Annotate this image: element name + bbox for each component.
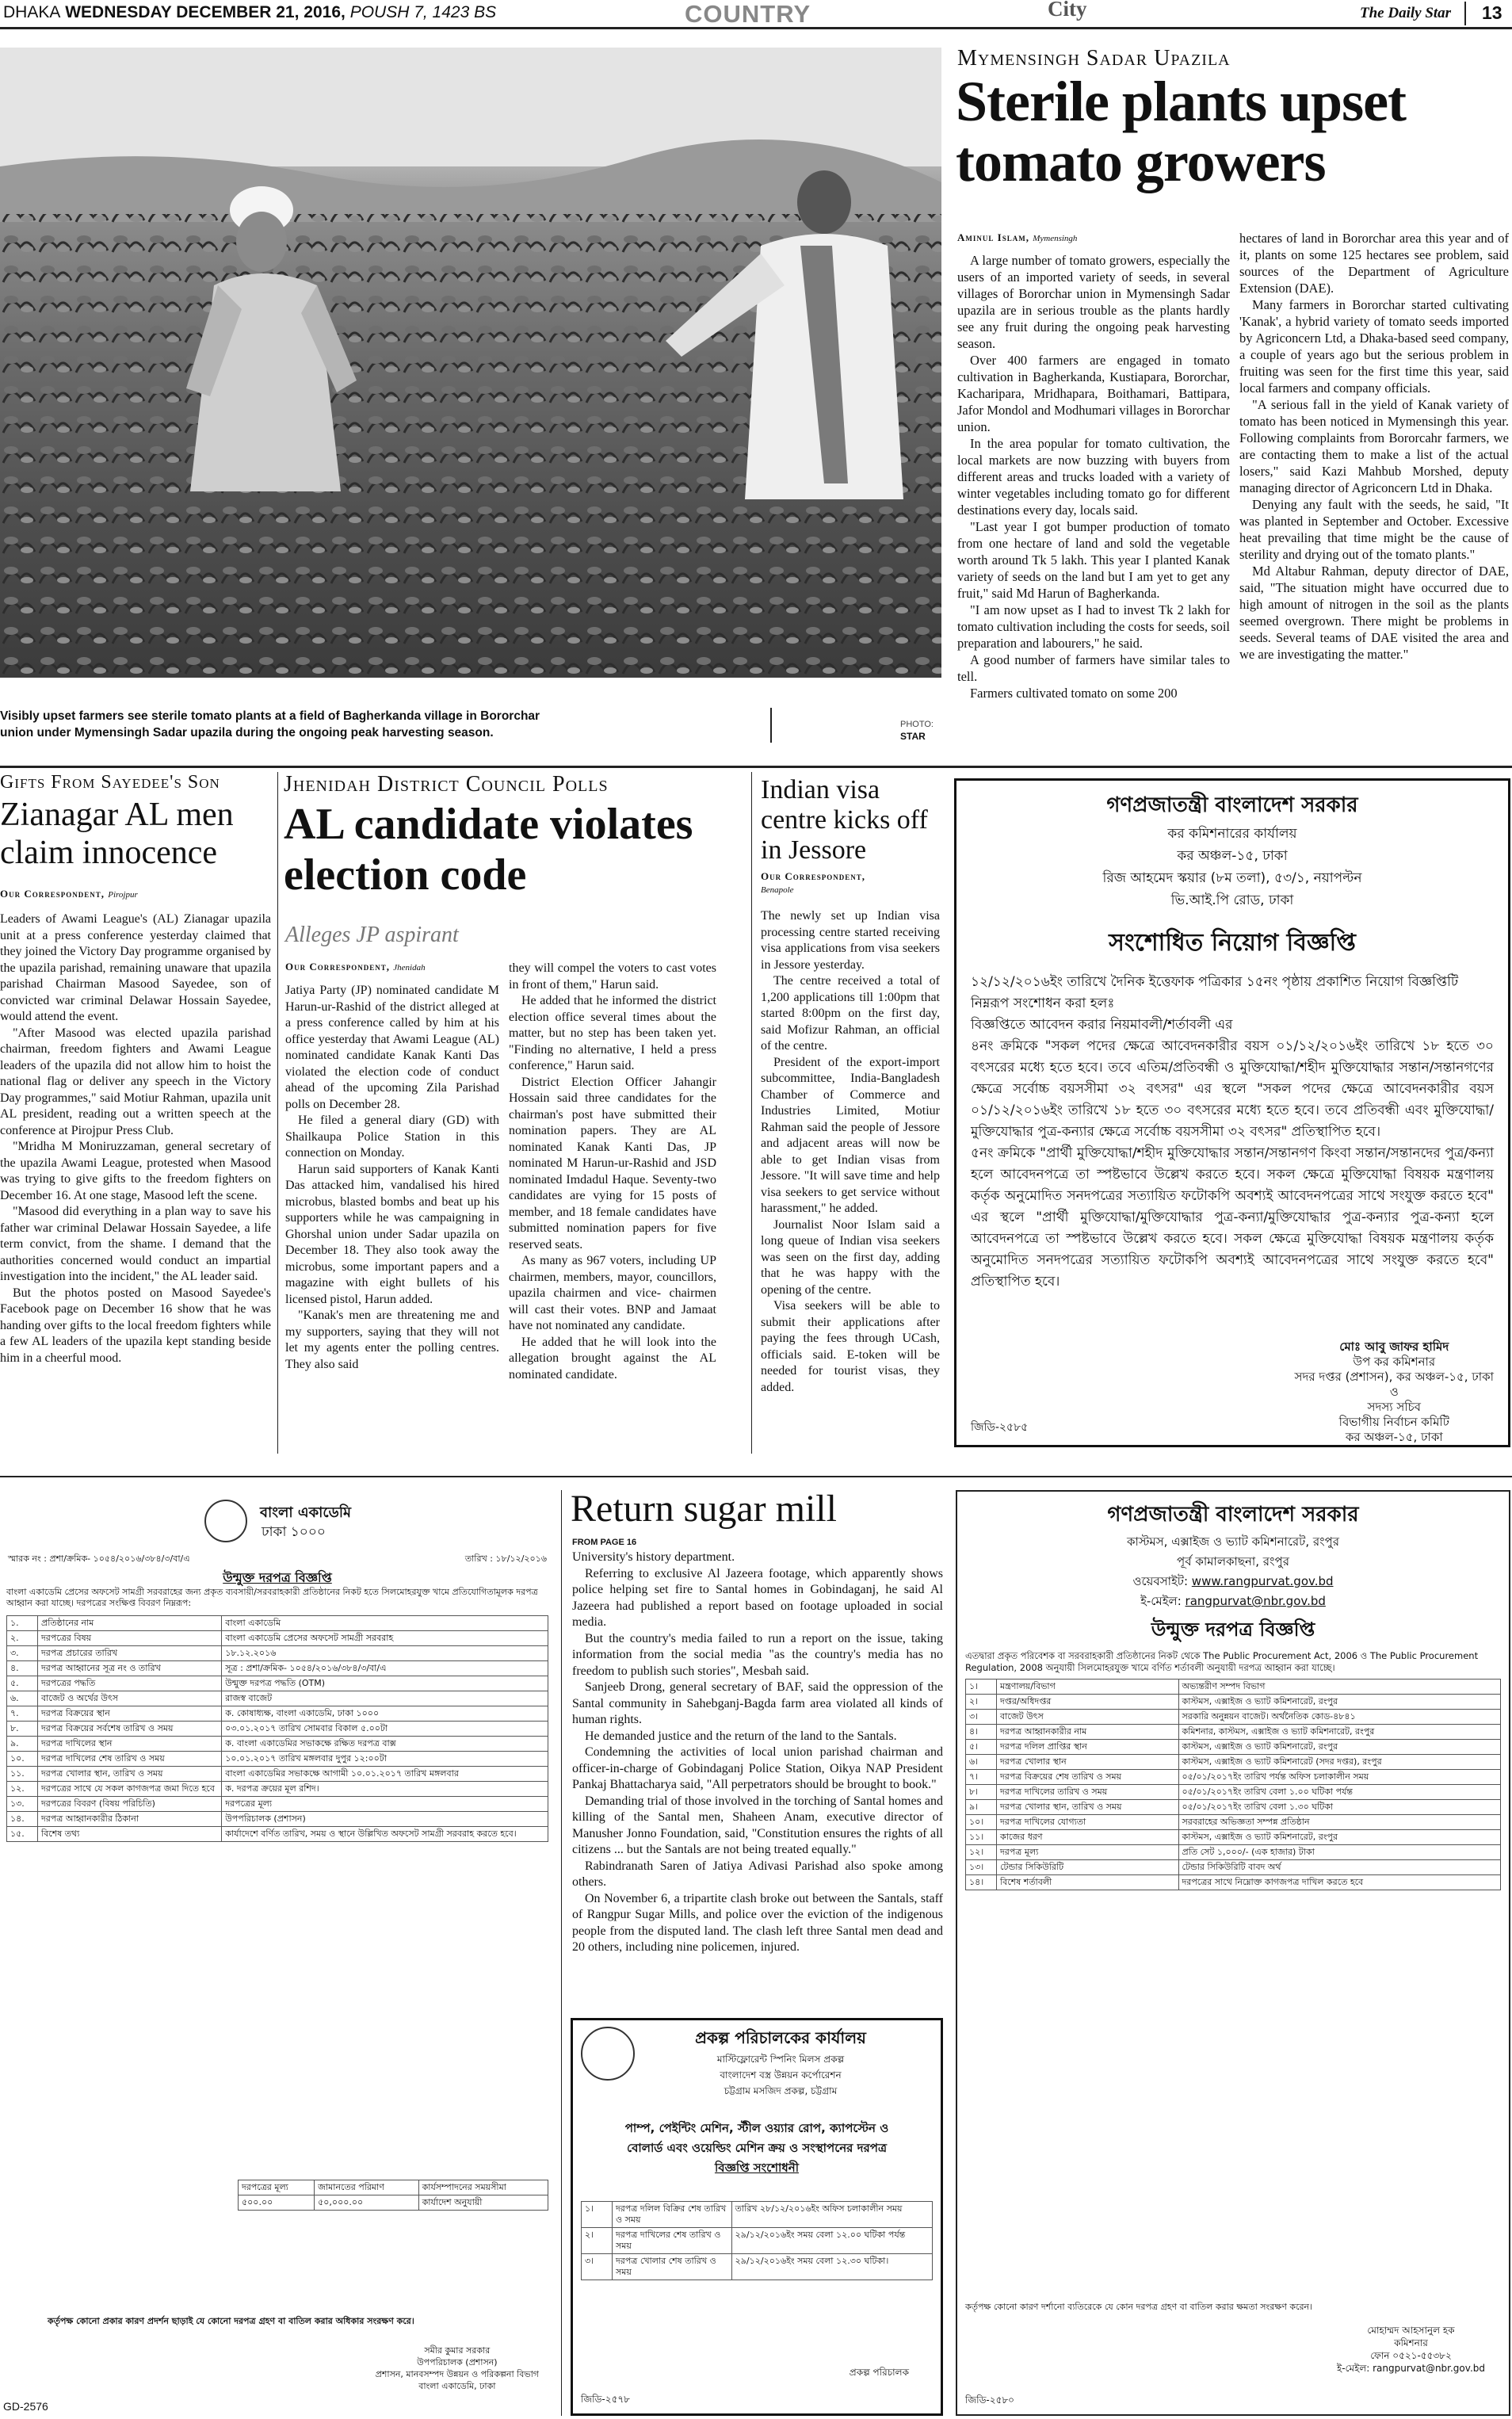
customs-table-cell: বাজেট উৎস	[997, 1710, 1179, 1725]
lead-c1-p2: Over 400 farmers are engaged in tomato cultivation in Bagherkanda, Kustiapara, Bororchar, Kacharipara, Mridhapara, Boithamari, Battipara, Jafor Mondol and Modhumari villages in Bororchar union.	[957, 353, 1230, 434]
lead-col1	[957, 252, 1230, 701]
page-number: 13	[1482, 2, 1502, 23]
academy-table-cell: দরপত্র বিক্রয়ের সর্বশেষ তারিখ ও সময়	[38, 1722, 222, 1737]
academy-table-cell: ১৪.	[7, 1812, 38, 1827]
zianagar-p1: Leaders of Awami League's (AL) Zianagar upazila unit at a press conference yesterday claimed that they joined the Victory Day programme organised by the upazila parishad, remaining unaware that upazila parishad Chairman Masood Sayedee, son of convicted war criminal Delawar Hossain Sayedee, would attend the event.	[0, 912, 271, 1023]
visa-p3: President of the export-import subcommittee, India-Bangladesh Chamber of Commerce and Industries Limited, Motiur Rahman said the people of Jessore and adjacent areas will now be able to get Indian visas from Jessore. "It will save time and help visa seekers to get service without harassment," he added.	[761, 1055, 940, 1215]
project-table-cell: ২৯/১২/২০১৬ইং সময় বেলা ১২.৩০ ঘটিকা।	[731, 2254, 932, 2280]
academy-table-cell: দরপত্র আহ্বানকারীর ঠিকানা	[38, 1812, 222, 1827]
academy-table-cell: ১৫.	[7, 1827, 38, 1842]
customs-line-0: কাস্টমস, এক্সাইজ ও ভ্যাট কমিশনারেট, রংপুর	[1126, 1534, 1340, 1549]
price-v-2: কার্যাদেশ অনুযায়ী	[418, 2195, 548, 2211]
academy-table-cell: ৬.	[7, 1691, 38, 1706]
customs-table-cell: ১০।	[966, 1815, 997, 1830]
academy-table-cell: দরপত্রের পদ্ধতি	[38, 1676, 222, 1691]
ad1-body-1: বিজ্ঞপ্তিতে আবেদন করার নিয়মাবলী/শর্তাবলী এর	[971, 1017, 1233, 1033]
project-table-cell: দরপত্র দাখিলের শেষ তারিখ ও সময়	[613, 2228, 732, 2254]
project-heading-1: পাম্প, পেইন্টিং মেশিন, স্টীল ওয়্যার রোপ, ক্যাপস্টেন ও	[624, 2121, 889, 2135]
customs-table-cell: বিশেষ শর্তাবলী	[997, 1875, 1179, 1890]
header-divider	[1464, 2, 1466, 25]
academy-table-cell: দরপত্র দাখিলের স্থান	[38, 1737, 222, 1752]
ad1-body-0: ১২/১২/২০১৬ইং তারিখে দৈনিক ইত্তেফাক পত্রিকার ১৫নং পৃষ্ঠায় প্রকাশিত নিয়োগ বিজ্ঞপ্তিটি নিম্নরূপ সংশোধন করা হলঃ	[971, 974, 1459, 1011]
customs-table-cell: মন্ত্রণালয়/বিভাগ	[997, 1680, 1179, 1695]
customs-table-row	[966, 1755, 1501, 1770]
jhenidah-c1-p1: Jatiya Party (JP) nominated candidate M Harun-ur-Rashid of the district alleged at a press conference called by him at his office yesterday that Awami League (AL) nominated candidate Kanak Kanti Das violated the election code of conduct ahead of the upcoming Zila Parishad polls on December 28.	[285, 984, 499, 1111]
customs-heading: উন্মুক্ত দরপত্র বিজ্ঞপ্তি	[1151, 1618, 1315, 1641]
customs-mail	[965, 1592, 1501, 1612]
photo-credit: STAR	[900, 731, 926, 742]
project-title: প্রকল্প পরিচালকের কার্যালয়	[695, 2028, 866, 2047]
project-table-cell: তারিখ ২৮/১২/২০১৬ইং অফিস চলাকালীন সময়	[731, 2202, 932, 2228]
lead-headline-line2: tomato growers	[956, 130, 1326, 193]
ad1-sig-name: মোঃ আবু জাফর হামিদ	[1339, 1339, 1449, 1354]
academy-code: GD-2576	[3, 2400, 48, 2413]
project-seal-icon	[581, 2027, 635, 2081]
page-header	[0, 0, 1512, 29]
jhenidah-c1-p3: Harun said supporters of Kanak Kanti Das attacked him, vandalised his hired microbus, blasted bombs and beat up his supporters while he was campaigning in Ghorshal union under Sadar upazila on December 18. They also took away the microbus, some important papers and a magazine with eight bullets of his licensed pistol, Harun added.	[285, 1162, 499, 1306]
jhenidah-c2-p5: He added that he will look into the allegation brought against the AL nominated candidate.	[509, 1335, 716, 1381]
academy-table-row	[7, 1752, 548, 1767]
lead-byline	[957, 231, 1077, 244]
academy-table-cell: ১০.	[7, 1752, 38, 1767]
customs-table-cell: ৭।	[966, 1770, 997, 1785]
sugar-p7: Demanding trial of those involved in the torching of Santal homes and killing of the Santal men, Shaheen Anam, executive director of Manusher Jonno Foundation, said, "Constitution ensures the rights of all citizens ... but the Santals are not being treated equally."	[572, 1794, 943, 1856]
sugar-p5: He demanded justice and the return of the land to the Santals.	[585, 1729, 897, 1743]
jhenidah-headline: AL candidate violates election code	[284, 800, 693, 900]
lead-c1-p7: Farmers cultivated tomato on some 200	[970, 686, 1178, 701]
customs-table-row	[966, 1695, 1501, 1710]
customs-web	[965, 1573, 1501, 1592]
academy-table-cell: দরপত্র দাখিলের শেষ তারিখ ও সময়	[38, 1752, 222, 1767]
project-table-row	[582, 2228, 933, 2254]
visa-byline	[761, 870, 943, 896]
lead-headline	[956, 71, 1406, 192]
zianagar-p3: "Mridha M Moniruzzaman, general secretary of the upazila Awami League, protested when Masood was trying to give gifts to the freedom fighters on December 16. At one stage, Masood left the scene.	[0, 1140, 271, 1202]
customs-table-row	[966, 1845, 1501, 1860]
price-h-2: কার্যসম্পাদনের সময়সীমা	[418, 2180, 548, 2195]
academy-table-cell: বিশেষ তথ্য	[38, 1827, 222, 1842]
jhenidah-c2-p1: they will compel the voters to cast votes in front of them," Harun said.	[509, 961, 716, 992]
sugar-p4: Sanjeeb Drong, general secretary of BAF, said the oppression of the Santal community in Sahebganj-Bagda farm area violated all kinds of human rights.	[572, 1680, 943, 1726]
academy-table-cell: দরপত্র আহ্বানের সূত্র নং ও তারিখ	[38, 1661, 222, 1676]
academy-table-cell: ৩.	[7, 1646, 38, 1661]
academy-table-row	[7, 1722, 548, 1737]
academy-table-cell: ৭.	[7, 1706, 38, 1722]
customs-table-cell: দরপত্র বিক্রয়ের শেষ তারিখ ও সময়	[997, 1770, 1179, 1785]
jhenidah-c1-p4: "Kanak's men are threatening me and my supporters, saying that they will not let my agents enter the polling centres. They also said	[285, 1309, 499, 1371]
customs-table-cell: ৮।	[966, 1785, 997, 1800]
ad1-body-2: ৪নং ক্রমিকে "সকল পদের ক্ষেত্রে আবেদনকারীর বয়স ০১/১২/২০১৬ইং তারিখে ১৮ হতে ৩০ বৎসরের মধ্যে হতে হবে। তবে এতিম/প্রতিবন্ধী ও মুক্তিযোদ্ধা/শহীদ মুক্তিযোদ্ধার সন্তান/সন্তানগণের ক্ষেত্রে সর্বোচ্চ বয়সসীমা ৩২ বৎসর" এর স্থলে "সকল পদের ক্ষেত্রে আবেদনকারীর বয়স ০১/১২/২০১৬ইং তারিখে ১৮ হতে ৩০ বৎসরের মধ্যে হতে হবে। তবে প্রতিবন্ধী এবং মুক্তিযোদ্ধা/মুক্তিযোদ্ধার পুত্র-কন্যার ক্ষেত্রে সর্বোচ্চ বয়সসীমা ৩২ বৎসর" প্রতিস্থাপিত হবে।	[971, 1038, 1494, 1140]
sugar-p1: University's history department.	[572, 1550, 735, 1564]
project-heading-2: বোলার্ড এবং ওয়েল্ডিং মেশিন ক্রয় ও সংস্থাপনের দরপত্র	[626, 2141, 887, 2155]
jhenidah-c2-p4: As many as 967 voters, including UP chairmen, members, mayor, councillors, upazila chairmen and vice- chairmen will cast their votes. BNP and Jamaat have not nominated any candidate.	[509, 1254, 716, 1332]
project-table-row	[582, 2202, 933, 2228]
academy-sig-name: সমীর কুমার সরকার	[424, 2345, 491, 2356]
zianagar-p2: "After Masood was elected upazila parishad chairman, freedom fighters and Awami League leaders of the upazila did not allow him to hoist the national flag or deliver any speech in the Victory Day programmes," said Motiur Rahman, upazila unit AL president, reading out a written speech at the conference at Pirojpur Press Club.	[0, 1026, 271, 1137]
visa-headline: Indian visa centre kicks off in Jessore	[761, 775, 928, 865]
academy-table-cell: ৯.	[7, 1737, 38, 1752]
lead-c1-p5: "I am now upset as I had to invest Tk 2 lakh for tomato cultivation including the costs for seeds, soil preparation and labourers," he said.	[957, 602, 1230, 651]
visa-p4: Journalist Noor Islam said a long queue of Indian visa seekers was seen on the first day, adding that he was happy with the opening of the centre.	[761, 1217, 940, 1297]
ad1-sig-0: উপ কর কমিশনার	[1353, 1355, 1436, 1369]
customs-table-row	[966, 1740, 1501, 1755]
lead-byline-name: Aminul Islam,	[957, 231, 1029, 243]
zianagar-body	[0, 911, 271, 1366]
sugar-p9: On November 6, a tripartite clash broke out between the Santals, staff of Rangpur Sugar Mills, and police over the eviction of the indigenous people from the disputed land. The clash left three Santal men dead and 20 others, including nine policemen, injured.	[572, 1891, 943, 1954]
zianagar-byline-place: Pirojpur	[108, 890, 138, 900]
project-table-cell: দরপত্র দলিল বিক্রির শেষ তারিখ ও সময়	[613, 2202, 732, 2228]
customs-table-cell: দরপত্র মূল্য	[997, 1845, 1179, 1860]
academy-table-cell: উপপরিচালক (প্রশাসন)	[222, 1812, 548, 1827]
academy-signature	[376, 2344, 539, 2392]
academy-sig-0: উপপরিচালক (প্রশাসন)	[417, 2357, 498, 2367]
lead-c2-p2: Many farmers in Bororchar started cultivating 'Kanak', a hybrid variety of tomato seeds imported by Agriconcern Ltd, a Dhaka-based seed company, a couple of years ago but the serious problem in fruiting was seen for the first time this year, said local farmers and company officials.	[1239, 297, 1509, 396]
project-line-0: মাস্টিফ্লোরেন্ট স্পিনিং মিলস প্রকল্প	[716, 2054, 845, 2065]
col-divider-j	[751, 772, 752, 1454]
customs-table-cell: সরকারি অনুন্নয়ন বাজেট। অর্থনৈতিক কোড-৪৮৪১	[1178, 1710, 1501, 1725]
academy-intro: বাংলা একাডেমি প্রেসের অফসেট সামগ্রী সরবরাহের জন্য প্রকৃত ব্যবসায়ী/সরবরাহকারী প্রতিষ্ঠানের নিকট হতে সিলমোহরযুক্ত খামে প্রতিযোগিতামূলক দরপত্র আহ্বান করা যাচ্ছে। দরপত্রের সংক্ষিপ্ত বিবরণ নিম্নরূপ:	[6, 1587, 538, 1608]
sugar-from-page: FROM PAGE 16	[572, 1538, 637, 1547]
lead-c1-p1: A large number of tomato growers, especially the users of an imported variety of seeds, in several villages of Bororchar union in Mymensingh Sadar upazila are in serious trouble as the plants hardly see any fruit during the ongoing peak harvesting season.	[957, 253, 1230, 351]
customs-footer-note: কর্তৃপক্ষ কোনো কারণ দর্শানো ব্যতিরেকে যে কোন দরপত্র গ্রহণ বা বাতিল করার ক্ষমতা সংরক্ষণ করেন।	[965, 2302, 1313, 2312]
ad-tax-correction	[954, 778, 1510, 1447]
project-table-cell: ২।	[582, 2228, 613, 2254]
ad1-sig-2: ও	[1389, 1385, 1399, 1399]
academy-table-cell: ১১.	[7, 1767, 38, 1782]
customs-table-cell: দরপত্র দলিল প্রাপ্তির স্থান	[997, 1740, 1179, 1755]
academy-sig-1: প্রশাসন, মানবসম্পদ উন্নয়ন ও পরিকল্পনা বিভাগ	[375, 2369, 539, 2379]
ad-project-director	[571, 2018, 943, 2416]
customs-table-cell: ২।	[966, 1695, 997, 1710]
customs-table-row	[966, 1860, 1501, 1875]
jhenidah-c2-p2: He added that he informed the district election office several times about the matter, but no step has been taken yet. "Finding no alternative, I held a press conference," Harun said.	[509, 994, 716, 1072]
customs-table-cell: কাস্টমস, এক্সাইজ ও ভ্যাট কমিশনারেট, রংপুর	[1178, 1695, 1501, 1710]
jhenidah-c2-p3: District Election Officer Jahangir Hossain said three candidates for the chairman's post have submitted their nomination papers. They are AL nominated Kanak Kanti Das, JP nominated M Harun-ur-Rashid and JSD nominated Imdadul Haque. Seventy-two candidates are vying for 15 posts of member, and 18 female candidates have submitted nomination papers for five reserved seats.	[509, 1075, 716, 1252]
customs-table-cell: দরপত্র আহ্বানকারীর নাম	[997, 1725, 1179, 1740]
ad1-sig-3: সদস্য সচিব	[1367, 1400, 1421, 1414]
customs-table-cell: ১২।	[966, 1845, 997, 1860]
dateline	[3, 3, 496, 22]
academy-table-cell: ১.	[7, 1616, 38, 1631]
col-divider-z	[277, 772, 278, 1454]
academy-table-row	[7, 1646, 548, 1661]
customs-intro: এতদ্বারা প্রকৃত পরিবেশক বা সরবরাহকারী প্রতিষ্ঠানের নিকট থেকে The Public Procurement Act, 2006 ও The Public Procurement Regulation, 2008 অনুযায়ী সিলমোহরযুক্ত খামে বর্ণিত শর্তাবলী অনুযায়ী দরপত্র আহ্বান করা যাচ্ছে।	[965, 1650, 1479, 1673]
academy-org: বাংলা একাডেমি	[260, 1504, 352, 1521]
customs-table-cell: টেন্ডার সিকিউরিটি	[997, 1860, 1179, 1875]
jhenidah-col1	[285, 983, 499, 1373]
academy-table-cell: ১০.০১.২০১৭ তারিখ মঙ্গলবার দুপুর ১২:০০টা	[222, 1752, 548, 1767]
customs-table-row	[966, 1680, 1501, 1695]
academy-table-cell: ২.	[7, 1631, 38, 1646]
academy-table-row	[7, 1797, 548, 1812]
dateline-date: WEDNESDAY DECEMBER 21, 2016,	[65, 3, 346, 21]
customs-table-cell: ১১।	[966, 1830, 997, 1845]
customs-table-cell: ৯।	[966, 1800, 997, 1815]
customs-table-row	[966, 1710, 1501, 1725]
ad1-signature	[1295, 1339, 1494, 1445]
academy-table-cell: ১৩.	[7, 1797, 38, 1812]
customs-signature	[1337, 2324, 1485, 2375]
academy-table-cell: দরপত্র খোলার স্থান, তারিখ ও সময়	[38, 1767, 222, 1782]
academy-table-cell: ৪.	[7, 1661, 38, 1676]
academy-table-cell: ক. দরপত্র ক্রয়ের মূল রশিদ।	[222, 1782, 548, 1797]
zianagar-kicker: Gifts From Sayedee's Son	[0, 772, 220, 793]
customs-website[interactable]: www.rangpurvat.gov.bd	[1191, 1574, 1334, 1588]
project-table-cell: ২৯/১২/২০১৬ইং সময় বেলা ১২.০০ ঘটিকা পর্যন্ত	[731, 2228, 932, 2254]
field-illustration	[0, 48, 941, 678]
dateline-place: DHAKA	[3, 3, 61, 21]
customs-table-cell: ৪।	[966, 1725, 997, 1740]
price-v-1: ৫০,০০০.০০	[315, 2195, 418, 2211]
ad1-title: গণপ্রজাতন্ত্রী বাংলাদেশ সরকার	[1106, 793, 1358, 817]
customs-table-cell: কাস্টমস, এক্সাইজ ও ভ্যাট কমিশনারেট, রংপুর	[1178, 1830, 1501, 1845]
customs-code: জিডি-২৫৮০	[965, 2394, 1014, 2406]
academy-table-row	[7, 1691, 548, 1706]
academy-table-cell: বাংলা একাডেমির সভাকক্ষে আগামী ১০.০১.২০১৭ তারিখ মঙ্গলবার	[222, 1767, 548, 1782]
customs-table-cell: কমিশনার, কাস্টমস, এক্সাইজ ও ভ্যাট কমিশনারেট, রংপুর	[1178, 1725, 1501, 1740]
academy-table-row	[7, 1782, 548, 1797]
lead-kicker: Mymensingh Sadar Upazila	[957, 46, 1231, 71]
customs-table-cell: ৫।	[966, 1740, 997, 1755]
customs-table-row	[966, 1830, 1501, 1845]
sugar-p6: Condemning the activities of local union parishad chairman and officer-in-charge of Gobindaganj Police Station, Oikya NAP President Pankaj Bhattacharya said, "All perpetrators should be brought to book."	[572, 1745, 943, 1791]
customs-table-row	[966, 1725, 1501, 1740]
academy-table-cell: বাংলা একাডেমি প্রেসের অফসেট সামগ্রী সরবরাহ	[222, 1631, 548, 1646]
customs-table-row	[966, 1875, 1501, 1890]
academy-table-cell: দরপত্রের বিবরণ (বিষয় পরিচিতি)	[38, 1797, 222, 1812]
academy-city: ঢাকা ১০০০	[262, 1524, 326, 1540]
customs-table-cell: ০৫/০১/২০১৭ইং তারিখ বেলা ১.৩০ ঘটিকা	[1178, 1800, 1501, 1815]
price-h-1: জামানতের পরিমাণ	[315, 2180, 418, 2195]
academy-footer-note: কর্তৃপক্ষ কোনো প্রকার কারণ প্রদর্শন ছাড়াই যে কোনো দরপত্র গ্রহণ বা বাতিল করার অধিকার সংরক্ষণ করে।	[48, 2316, 414, 2326]
photo-caption: Visibly upset farmers see sterile tomato plants at a field of Bagherkanda village in Bororchar union under Mymensingh Sadar upazila during the ongoing peak harvesting season.	[0, 709, 540, 739]
section-divider-1	[0, 766, 1512, 768]
customs-phone: ফোন ০৫২১-৫৫৩৮২	[1370, 2350, 1452, 2361]
project-table-cell: ৩।	[582, 2254, 613, 2280]
sugar-p3: But the country's media failed to run a report on the issue, taking information from the social media "as the country's media has no freedom to publish such stories", Mesbah said.	[572, 1631, 943, 1678]
academy-price-table	[238, 2180, 548, 2211]
visa-byline-place: Benapole	[761, 885, 794, 895]
section-label: COUNTRY	[685, 0, 811, 28]
project-code: জিডি-২৫৭৮	[581, 2394, 630, 2405]
ad1-body-3: ৫নং ক্রমিকে "প্রার্থী মুক্তিযোদ্ধা/শহীদ মুক্তিযোদ্ধার সন্তান/সন্তানগণ কিংবা সন্তান/সন্তানদের পুত্র/কন্যা হলে আবেদনপত্রে তা স্পষ্টভাবে উল্লেখ করতে হবে। সকল ক্ষেত্রে মুক্তিযোদ্ধা বিষয়ক মন্ত্রণালয় কর্তৃক অনুমোদিত সনদপত্রের সত্যায়িত ফটোকপি অবশ্যই আবেদনপত্রের সাথে সংযুক্ত করতে হবে" এর স্থলে "প্রার্থী মুক্তিযোদ্ধা/মুক্তিযোদ্ধার পুত্র-কন্যা/মুক্তিযোদ্ধার পুত্র-কন্যার পুত্র-কন্যা হলে আবেদনপত্রে তা স্পষ্টভাবে উল্লেখ করতে হবে। সকল ক্ষেত্রে মুক্তিযোদ্ধা বিষয়ক মন্ত্রণালয় কর্তৃক অনুমোদিত সনদপত্রের সত্যায়িত ফটোকপি অবশ্যই আবেদনপত্রের সাথে সংযুক্ত করতে হবে" প্রতিস্থাপিত হবে।	[971, 1145, 1494, 1290]
project-table-row	[582, 2254, 933, 2280]
col-divider-a	[561, 1490, 562, 2416]
jhenidah-col2	[509, 961, 716, 1383]
ad-customs-rangpur	[956, 1490, 1510, 2416]
academy-sig-2: বাংলা একাডেমি, ঢাকা	[418, 2381, 496, 2391]
academy-table-cell: ক. বাংলা একাডেমির সভাকক্ষে রক্ষিত দরপত্র বাক্স	[222, 1737, 548, 1752]
project-line-1: বাংলাদেশ বস্ত্র উন্নয়ন কর্পোরেশন	[720, 2069, 842, 2081]
visa-body	[761, 908, 940, 1396]
visa-byline-name: Our Correspondent,	[761, 870, 866, 882]
sugar-body	[572, 1550, 943, 1956]
ad1-sig-4: বিভাগীয় নির্বাচন কমিটি	[1338, 1415, 1449, 1429]
ad-bangla-academy	[0, 1490, 555, 2416]
academy-heading: উন্মুক্ত দরপত্র বিজ্ঞপ্তি	[223, 1570, 332, 1585]
academy-table-cell: প্রতিষ্ঠানের নাম	[38, 1616, 222, 1631]
photo-credit-label: PHOTO:	[900, 720, 934, 729]
customs-table-row	[966, 1785, 1501, 1800]
customs-table-cell: দপ্তর/অধিদপ্তর	[997, 1695, 1179, 1710]
jhenidah-kicker: Jhenidah District Council Polls	[284, 772, 609, 797]
academy-table-cell: রাজস্ব বাজেট	[222, 1691, 548, 1706]
academy-table-cell: বাজেট ও অর্থের উৎস	[38, 1691, 222, 1706]
academy-table-cell: সূত্র : প্রশা/ক্রমিক- ১০৫৪/২০১৬/৩৮৪/৩/বা/এ	[222, 1661, 548, 1676]
lead-c2-p3: "A serious fall in the yield of Kanak variety of tomato has been noticed in Mymensingh this year. Following complaints from Bororcahr farmers, we are contacting them to make a list of the actual losers," said Kazi Mahbub Morshed, deputy managing director of Agriconcern Ltd in Dhaka.	[1239, 397, 1509, 495]
project-signature: প্রকল্প পরিচালক	[849, 2367, 909, 2378]
jhenidah-byline	[285, 961, 426, 973]
academy-table-row	[7, 1616, 548, 1631]
customs-table-cell: ১৪।	[966, 1875, 997, 1890]
jhenidah-c1-p2: He filed a general diary (GD) with Shailkaupa Police Station in this connection on Monday.	[285, 1114, 499, 1160]
academy-table-row	[7, 1812, 548, 1827]
academy-table-row	[7, 1631, 548, 1646]
lead-col2	[1239, 230, 1509, 663]
customs-table-cell: ০৫/০১/২০১৭ইং তারিখ পর্যন্ত অফিস চলাকালীন সময়	[1178, 1770, 1501, 1785]
ad1-heading: সংশোধিত নিয়োগ বিজ্ঞপ্তি	[1109, 929, 1356, 957]
ad1-sig-1: সদর দপ্তর (প্রশাসন), কর অঞ্চল-১৫, ঢাকা	[1294, 1370, 1494, 1384]
project-table-cell: ১।	[582, 2202, 613, 2228]
zianagar-p5: But the photos posted on Masood Sayedee's Facebook page on December 16 show that he was handing over gifts to the local freedom fighters while a few AL leaders of the upazila kept standing beside him in a cheerful mood.	[0, 1286, 271, 1365]
lead-photo	[0, 48, 941, 678]
customs-table-cell: কাজের ধরণ	[997, 1830, 1179, 1845]
academy-table-row	[7, 1706, 548, 1722]
project-table	[581, 2201, 933, 2280]
customs-table-cell: দরপত্রের সাথে নিম্নোক্ত কাগজপত্র দাখিল করতে হবে	[1178, 1875, 1501, 1890]
academy-table-row	[7, 1767, 548, 1782]
customs-table-cell: ০৫/০১/২০১৭ইং তারিখ বেলা ১.০০ ঘটিকা পর্যন্ত	[1178, 1785, 1501, 1800]
academy-table-row	[7, 1737, 548, 1752]
price-h-0: দরপত্রের মূল্য	[239, 2180, 315, 2195]
project-line-2: চট্টগ্রাম মসজিদ প্রকল্প, চট্টগ্রাম	[724, 2085, 838, 2096]
customs-table-cell: সরবরাহের অভিজ্ঞতা সম্পন্ন প্রতিষ্ঠান	[1178, 1815, 1501, 1830]
project-heading-3: বিজ্ঞপ্তি সংশোধনী	[714, 2161, 800, 2175]
customs-table-cell: কাস্টমস, এক্সাইজ ও ভ্যাট কমিশনারেট (সদর দপ্তর), রংপুর	[1178, 1755, 1501, 1770]
academy-table-cell: দরপত্র প্রচারের তারিখ	[38, 1646, 222, 1661]
customs-line-1: পূর্ব কামালকাছনা, রংপুর	[1177, 1554, 1289, 1569]
academy-table-cell: ৮.	[7, 1722, 38, 1737]
zianagar-byline-name: Our Correspondent,	[0, 888, 105, 900]
customs-table-cell: ১৩।	[966, 1860, 997, 1875]
price-v-0: ৫০০.০০	[239, 2195, 315, 2211]
zianagar-byline	[0, 888, 138, 900]
academy-table	[6, 1615, 548, 1842]
academy-table-cell: উন্মুক্ত দরপত্র পদ্ধতি (OTM)	[222, 1676, 548, 1691]
academy-table-cell: ১২.	[7, 1782, 38, 1797]
ad1-sig-5: কর অঞ্চল-১৫, ঢাকা	[1345, 1430, 1443, 1444]
customs-website-label: ওয়েবসাইট:	[1132, 1574, 1189, 1588]
academy-table-row	[7, 1827, 548, 1842]
sugar-p2: Referring to exclusive Al Jazeera footage, which apparently shows police helping set fire to Santal homes in Gobindaganj, he said Al Jazeera had published a report based on footage uploaded in social media.	[572, 1566, 943, 1629]
academy-table-cell: দরপত্রের বিষয়	[38, 1631, 222, 1646]
customs-table-row	[966, 1815, 1501, 1830]
academy-table-cell: দরপত্রের মূল্য	[222, 1797, 548, 1812]
project-table-cell: দরপত্র খোলার শেষ তারিখ ও সময়	[613, 2254, 732, 2280]
lead-headline-line1: Sterile plants upset	[956, 70, 1407, 133]
academy-table-cell: ১৮.১২.২০১৬	[222, 1646, 548, 1661]
ad1-org-1: কর অঞ্চল-১৫, ঢাকা	[1177, 848, 1288, 864]
jhenidah-subhead: Alleges JP aspirant	[285, 923, 459, 947]
ad1-org-3: ভি.আই.পি রোড, ঢাকা	[1170, 892, 1294, 908]
customs-table-cell: ১।	[966, 1680, 997, 1695]
academy-memo: স্মারক নং : প্রশা/ক্রমিক- ১০৫৪/২০১৬/৩৮৪/৩/বা/এ	[8, 1553, 190, 1564]
customs-table-cell: অভ্যন্তরীণ সম্পদ বিভাগ	[1178, 1680, 1501, 1695]
visa-p1: The newly set up Indian visa processing centre started receiving visa applications from visa seekers in Jessore yesterday.	[761, 909, 940, 972]
ad1-org-2: রিজ আহমেদ স্কয়ার (৮ম তলা), ৫৩/১, নয়াপল্টন	[1102, 870, 1362, 886]
caption-divider	[770, 708, 772, 743]
customs-table-cell: প্রতি সেট ১,০০০/- (এক হাজার) টাকা	[1178, 1845, 1501, 1860]
sugar-headline: Return sugar mill	[571, 1488, 837, 1530]
customs-title: গণপ্রজাতন্ত্রী বাংলাদেশ সরকার	[1107, 1503, 1359, 1527]
customs-table-cell: কাস্টমস, এক্সাইজ ও ভ্যাট কমিশনারেট, রংপুর	[1178, 1740, 1501, 1755]
customs-table-cell: ৩।	[966, 1710, 997, 1725]
academy-table-cell: কার্যাদেশে বর্ণিত তারিখ, সময় ও স্থানে উল্লিখিত অফসেট সামগ্রী সরবরাহ করতে হবে।	[222, 1827, 548, 1842]
academy-table-row	[7, 1661, 548, 1676]
academy-table-cell: দরপত্র বিক্রয়ের স্থান	[38, 1706, 222, 1722]
customs-table-cell: ৬।	[966, 1755, 997, 1770]
zianagar-headline: Zianagar AL men claim innocence	[0, 797, 234, 871]
dateline-bengali: POUSH 7, 1423 BS	[349, 3, 497, 21]
academy-date: তারিখ : ১৮/১২/২০১৬	[464, 1553, 547, 1564]
customs-table-cell: দরপত্র খোলার স্থান	[997, 1755, 1179, 1770]
visa-p5: Visa seekers will be able to submit their applications after paying the fees through UCash, officials said. E-token will be needed for tourist visas, they added.	[761, 1299, 940, 1394]
customs-email-footer: ই-মেইল: rangpurvat@nbr.gov.bd	[1336, 2363, 1485, 2374]
customs-table-cell: টেন্ডার সিকিউরিটি বাবদ অর্থ	[1178, 1860, 1501, 1875]
lead-c2-p5: Md Altabur Rahman, deputy director of DAE, said, "The situation might have occurred due to high amount of nitrogen in the soil as the plants seemed overgrown. There might be problems in seeds. Several teams of DAE visited the area and we are investigating the matter."	[1239, 564, 1509, 662]
customs-table-cell: দরপত্র দাখিলের তারিখ ও সময়	[997, 1785, 1179, 1800]
customs-table-row	[966, 1800, 1501, 1815]
section-divider-2	[0, 1476, 1512, 1477]
lead-c1-p6: A good number of farmers have similar tales to tell.	[957, 652, 1230, 684]
ad1-org-0: কর কমিশনারের কার্যালয়	[1167, 826, 1297, 842]
academy-table-cell: ০৩.০১.২০১৭ তারিখ সোমবার বিকাল ৫.০০টা	[222, 1722, 548, 1737]
jhenidah-byline-place: Jhenidah	[393, 963, 426, 973]
zianagar-p4: "Masood did everything in a plan way to save his father war criminal Delawar Hossain Sayedee, a life term convict, from the shame. I demand that the authorities concerned would conduct an impartial investigation into the incident," the AL leader said.	[0, 1205, 271, 1283]
academy-table-cell: বাংলা একাডেমি	[222, 1616, 548, 1631]
lead-c2-p4: Denying any fault with the seeds, he said, "It was planted in September and October. Excessive heat prevailing that time might be the cause of sterility and drying out of the tomato plants."	[1239, 497, 1509, 562]
customs-table	[965, 1679, 1501, 1890]
visa-p2: The centre received a total of 1,200 applications till 1:00pm that started 8:00pm on the first day, said Mofizur Rahman, an official of the centre.	[761, 974, 940, 1053]
jhenidah-byline-name: Our Correspondent,	[285, 961, 391, 973]
lead-c1-p3: In the area popular for tomato cultivation, the local markets are now buzzing with buyers from different areas and trucks loaded with a variety of winter vegetables including tomato go for different destinations every day, locals said.	[957, 436, 1230, 518]
ad1-code: জিডি-২৫৮৫	[971, 1421, 1029, 1434]
academy-table-row	[7, 1676, 548, 1691]
lead-c2-p1: hectares of land in Bororchar area this year and of it, plants on some 125 hectares see problem, said sources of the Department of Agriculture Extension (DAE).	[1239, 231, 1509, 296]
sugar-p8: Rabindranath Saren of Jatiya Adivasi Parishad also spoke among others.	[572, 1859, 943, 1889]
customs-table-cell: দরপত্র দাখিলের যোগ্যতা	[997, 1815, 1179, 1830]
customs-sig-name: মোহাম্মদ আহসানুল হক	[1367, 2325, 1455, 2336]
academy-table-cell: ক. কোষাধ্যক্ষ, বাংলা একাডেমি, ঢাকা ১০০০	[222, 1706, 548, 1722]
subsection-label: City	[1048, 0, 1087, 21]
customs-email[interactable]: rangpurvat@nbr.gov.bd	[1185, 1594, 1326, 1608]
customs-table-cell: দরপত্র খোলার স্থান, তারিখ ও সময়	[997, 1800, 1179, 1815]
lead-byline-place: Mymensingh	[1033, 234, 1078, 243]
academy-seal-icon	[204, 1500, 247, 1542]
academy-table-cell: ৫.	[7, 1676, 38, 1691]
customs-table-row	[966, 1770, 1501, 1785]
paper-logo: The Daily Star	[1360, 5, 1452, 21]
customs-email-label: ই-মেইল:	[1140, 1594, 1182, 1608]
lead-c1-p4: "Last year I got bumper production of tomato from one hectare of land and sold the vegetable worth around Tk 5 lakh. This year I planted Kanak variety of seeds on the land but I am yet to get any fruit," said Md Harun of Bagherkanda.	[957, 519, 1230, 601]
academy-table-cell: দরপত্রের সাথে যে সকল কাগজপত্র জমা দিতে হবে	[38, 1782, 222, 1797]
customs-sig-title: কমিশনার	[1394, 2337, 1428, 2348]
